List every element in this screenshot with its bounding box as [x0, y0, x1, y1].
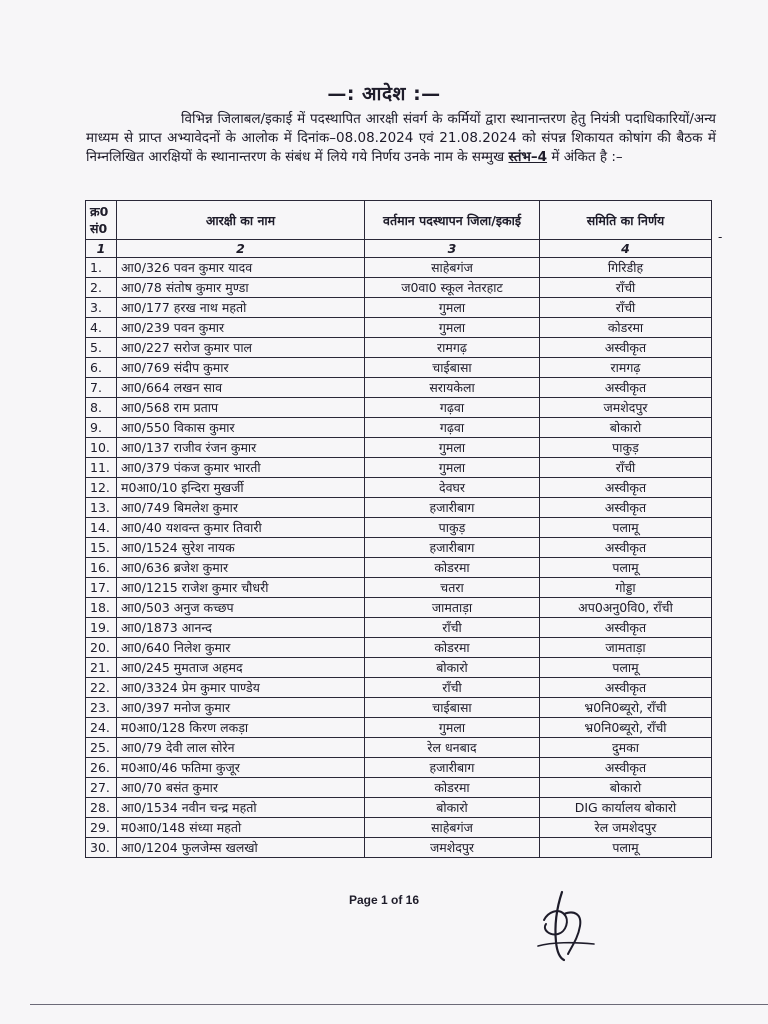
name-cell: आ0/177 हरख नाथ महतो: [117, 298, 365, 318]
serial-cell: 9.: [86, 418, 117, 438]
name-cell: आ0/550 विकास कुमार: [117, 418, 365, 438]
serial-cell: 21.: [86, 658, 117, 678]
decision-cell: बोकारो: [540, 418, 712, 438]
decision-cell: रेल जमशेदपुर: [540, 818, 712, 838]
table-row: [86, 458, 712, 478]
posting-cell: पाकुड़: [365, 518, 540, 538]
posting-cell: बोकारो: [365, 658, 540, 678]
name-cell: आ0/1524 सुरेश नायक: [117, 538, 365, 558]
table-header-row: [86, 201, 712, 240]
posting-cell: गढ़वा: [365, 418, 540, 438]
table-row: [86, 298, 712, 318]
posting-cell: चाईबासा: [365, 358, 540, 378]
table-body: [86, 258, 712, 858]
posting-cell: हजारीबाग: [365, 758, 540, 778]
table-row: [86, 378, 712, 398]
posting-cell: जामताड़ा: [365, 598, 540, 618]
posting-cell: सरायकेला: [365, 378, 540, 398]
name-cell: आ0/78 संतोष कुमार मुण्डा: [117, 278, 365, 298]
decision-cell: दुमका: [540, 738, 712, 758]
table-row: [86, 758, 712, 778]
decision-cell: राँची: [540, 458, 712, 478]
decision-cell: राँची: [540, 278, 712, 298]
serial-cell: 23.: [86, 698, 117, 718]
decision-cell: अस्वीकृत: [540, 338, 712, 358]
serial-cell: 10.: [86, 438, 117, 458]
serial-cell: 14.: [86, 518, 117, 538]
table-row: [86, 578, 712, 598]
signature-image: [524, 884, 614, 964]
name-cell: आ0/1204 फुलजेम्स खलखो: [117, 838, 365, 858]
posting-cell: कोडरमा: [365, 638, 540, 658]
serial-cell: 25.: [86, 738, 117, 758]
table-row: [86, 478, 712, 498]
name-cell: आ0/70 बसंत कुमार: [117, 778, 365, 798]
table-row: [86, 778, 712, 798]
decision-cell: अप0अनु0वि0, राँची: [540, 598, 712, 618]
name-cell: आ0/397 मनोज कुमार: [117, 698, 365, 718]
name-cell: आ0/245 मुमताज अहमद: [117, 658, 365, 678]
posting-cell: हजारीबाग: [365, 498, 540, 518]
posting-cell: गुमला: [365, 438, 540, 458]
name-cell: म0आ0/46 फतिमा कुजूर: [117, 758, 365, 778]
name-cell: आ0/1215 राजेश कुमार चौधरी: [117, 578, 365, 598]
posting-cell: साहेबगंज: [365, 818, 540, 838]
serial-cell: 7.: [86, 378, 117, 398]
serial-cell: 24.: [86, 718, 117, 738]
posting-cell: कोडरमा: [365, 558, 540, 578]
name-cell: म0आ0/10 इन्दिरा मुखर्जी: [117, 478, 365, 498]
name-cell: आ0/137 राजीव रंजन कुमार: [117, 438, 365, 458]
posting-cell: चतरा: [365, 578, 540, 598]
decision-cell: पाकुड़: [540, 438, 712, 458]
decision-cell: अस्वीकृत: [540, 478, 712, 498]
decision-cell: जामताड़ा: [540, 638, 712, 658]
table-row: [86, 338, 712, 358]
posting-cell: राँची: [365, 678, 540, 698]
serial-cell: 8.: [86, 398, 117, 418]
intro-text: विभिन्न जिलाबल/इकाई में पदस्थापित आरक्षी संवर्ग के कर्मियों द्वारा स्थानान्तरण हेतु नियंत्री पदाधिकारियों/अन्य माध्यम से प्राप्त अभ्यावेदनों के आलोक में दिनांक–08.08.2024 एवं 21.08.2024 को संपन्न शिकायत कोषांग की बैठक में निम्नलिखित आरक्षियों के स्थानान्तरण के संबंध में लिये गये निर्णय उनके नाम के सम्मुख: [86, 111, 716, 165]
posting-cell: चाईबासा: [365, 698, 540, 718]
column-reference: स्तंभ–4: [508, 149, 548, 165]
table-row: [86, 798, 712, 818]
posting-cell: रेल धनबाद: [365, 738, 540, 758]
table-row: [86, 438, 712, 458]
table-row: [86, 738, 712, 758]
header-posting: वर्तमान पदस्थापन जिला/इकाई: [365, 201, 540, 240]
column-number: 3: [365, 240, 540, 258]
decision-cell: DIG कार्यालय बोकारो: [540, 798, 712, 818]
posting-cell: राँची: [365, 618, 540, 638]
decision-cell: भ्र0नि0ब्यूरो, राँची: [540, 698, 712, 718]
table-row: [86, 278, 712, 298]
posting-cell: कोडरमा: [365, 778, 540, 798]
decision-cell: अस्वीकृत: [540, 498, 712, 518]
posting-cell: गढ़वा: [365, 398, 540, 418]
name-cell: आ0/636 ब्रजेश कुमार: [117, 558, 365, 578]
serial-cell: 13.: [86, 498, 117, 518]
header-name: आरक्षी का नाम: [117, 201, 365, 240]
decision-cell: पलामू: [540, 838, 712, 858]
page-number: Page 1 of 16: [348, 893, 420, 907]
serial-cell: 15.: [86, 538, 117, 558]
decision-cell: अस्वीकृत: [540, 678, 712, 698]
name-cell: आ0/749 बिमलेश कुमार: [117, 498, 365, 518]
decision-cell: राँची: [540, 298, 712, 318]
decision-cell: भ्र0नि0ब्यूरो, राँची: [540, 718, 712, 738]
name-cell: म0आ0/128 किरण लकड़ा: [117, 718, 365, 738]
posting-cell: गुमला: [365, 458, 540, 478]
name-cell: आ0/1873 आनन्द: [117, 618, 365, 638]
serial-cell: 20.: [86, 638, 117, 658]
posting-cell: देवघर: [365, 478, 540, 498]
name-cell: आ0/379 पंकज कुमार भारती: [117, 458, 365, 478]
name-cell: आ0/227 सरोज कुमार पाल: [117, 338, 365, 358]
table-row: [86, 538, 712, 558]
serial-cell: 22.: [86, 678, 117, 698]
name-cell: म0आ0/148 संध्या महतो: [117, 818, 365, 838]
posting-cell: रामगढ़: [365, 338, 540, 358]
table-row: [86, 258, 712, 278]
decision-cell: पलामू: [540, 658, 712, 678]
table-row: [86, 318, 712, 338]
column-number: 2: [117, 240, 365, 258]
serial-cell: 30.: [86, 838, 117, 858]
column-number: 4: [540, 240, 712, 258]
serial-cell: 17.: [86, 578, 117, 598]
bottom-divider: [30, 1004, 768, 1005]
serial-cell: 1.: [86, 258, 117, 278]
serial-cell: 26.: [86, 758, 117, 778]
table-row: [86, 698, 712, 718]
transfer-table: [85, 200, 712, 858]
serial-cell: 3.: [86, 298, 117, 318]
posting-cell: हजारीबाग: [365, 538, 540, 558]
decision-cell: बोकारो: [540, 778, 712, 798]
serial-cell: 6.: [86, 358, 117, 378]
table-row: [86, 618, 712, 638]
decision-cell: कोडरमा: [540, 318, 712, 338]
header-decision: समिति का निर्णय: [540, 201, 712, 240]
intro-paragraph: [86, 110, 716, 167]
decision-cell: गोड्डा: [540, 578, 712, 598]
decision-cell: अस्वीकृत: [540, 758, 712, 778]
table-row: [86, 358, 712, 378]
name-cell: आ0/664 लखन साव: [117, 378, 365, 398]
name-cell: आ0/769 संदीप कुमार: [117, 358, 365, 378]
serial-cell: 19.: [86, 618, 117, 638]
table-row: [86, 398, 712, 418]
table-row: [86, 518, 712, 538]
posting-cell: गुमला: [365, 298, 540, 318]
serial-cell: 4.: [86, 318, 117, 338]
name-cell: आ0/640 निलेश कुमार: [117, 638, 365, 658]
column-number-row: [86, 240, 712, 258]
posting-cell: गुमला: [365, 318, 540, 338]
serial-cell: 5.: [86, 338, 117, 358]
column-number: 1: [86, 240, 117, 258]
posting-cell: गुमला: [365, 718, 540, 738]
name-cell: आ0/40 यशवन्त कुमार तिवारी: [117, 518, 365, 538]
posting-cell: जमशेदपुर: [365, 838, 540, 858]
decision-cell: रामगढ़: [540, 358, 712, 378]
decision-cell: जमशेदपुर: [540, 398, 712, 418]
decision-cell: अस्वीकृत: [540, 378, 712, 398]
table-row: [86, 718, 712, 738]
name-cell: आ0/503 अनुज कच्छप: [117, 598, 365, 618]
posting-cell: साहेबगंज: [365, 258, 540, 278]
decision-cell: अस्वीकृत: [540, 618, 712, 638]
serial-cell: 27.: [86, 778, 117, 798]
table-row: [86, 598, 712, 618]
intro-text-end: में अंकित है :–: [547, 149, 623, 165]
name-cell: आ0/3324 प्रेम कुमार पाण्डेय: [117, 678, 365, 698]
serial-cell: 12.: [86, 478, 117, 498]
serial-cell: 29.: [86, 818, 117, 838]
serial-cell: 2.: [86, 278, 117, 298]
posting-cell: ज0वा0 स्कूल नेतरहाट: [365, 278, 540, 298]
name-cell: आ0/326 पवन कुमार यादव: [117, 258, 365, 278]
posting-cell: बोकारो: [365, 798, 540, 818]
table-row: [86, 658, 712, 678]
decision-cell: पलामू: [540, 518, 712, 538]
table-row: [86, 638, 712, 658]
table-row: [86, 558, 712, 578]
header-serial: क्र0 सं0: [86, 201, 117, 240]
document-title: —: आदेश :—: [327, 83, 441, 105]
serial-cell: 28.: [86, 798, 117, 818]
name-cell: आ0/239 पवन कुमार: [117, 318, 365, 338]
decision-cell: अस्वीकृत: [540, 538, 712, 558]
table-row: [86, 678, 712, 698]
table-row: [86, 818, 712, 838]
name-cell: आ0/79 देवी लाल सोरेन: [117, 738, 365, 758]
serial-cell: 16.: [86, 558, 117, 578]
decision-cell: गिरिडीह: [540, 258, 712, 278]
table-row: [86, 838, 712, 858]
decision-cell: पलामू: [540, 558, 712, 578]
serial-cell: 11.: [86, 458, 117, 478]
serial-cell: 18.: [86, 598, 117, 618]
table-row: [86, 418, 712, 438]
name-cell: आ0/1534 नवीन चन्द्र महतो: [117, 798, 365, 818]
table-row: [86, 498, 712, 518]
margin-mark: -: [718, 230, 723, 244]
name-cell: आ0/568 राम प्रताप: [117, 398, 365, 418]
